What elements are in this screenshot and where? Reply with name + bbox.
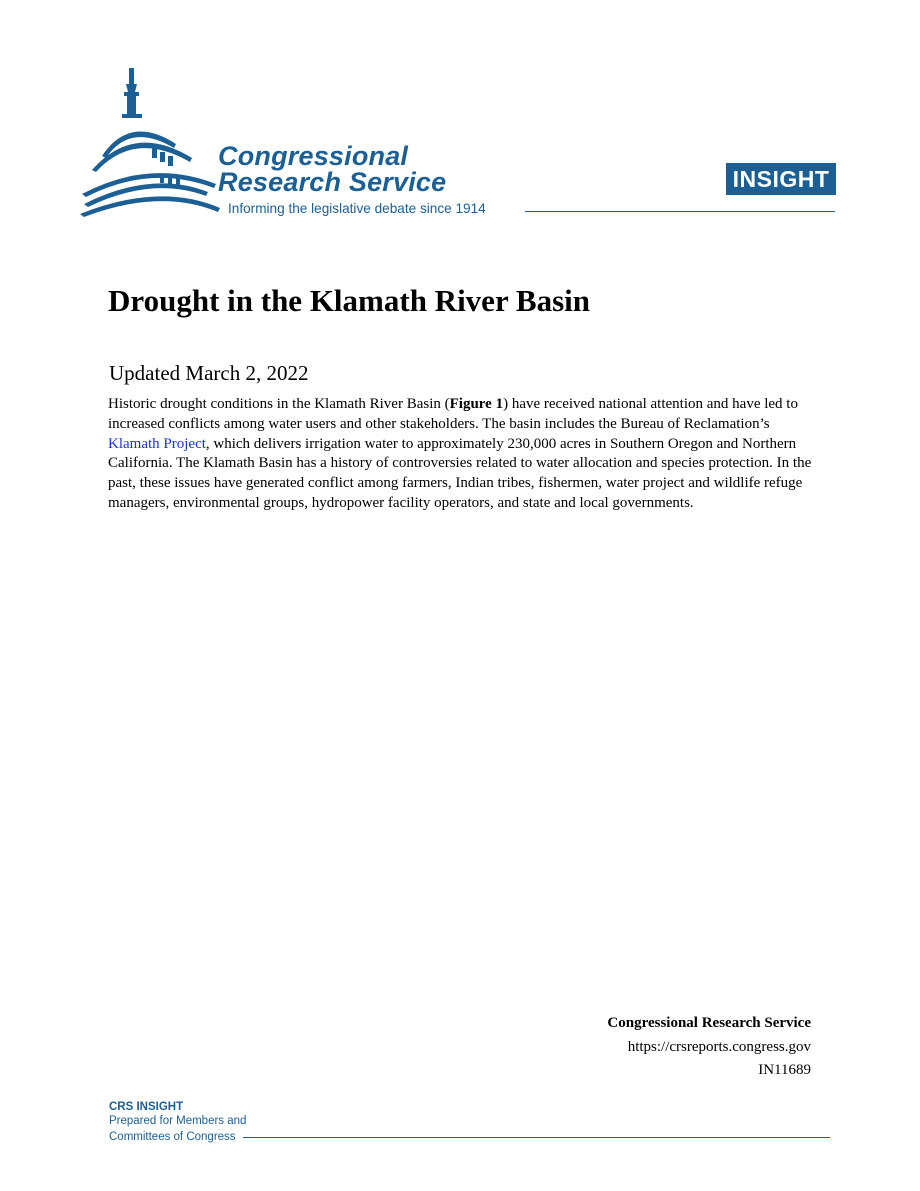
capitol-dome-icon xyxy=(80,66,230,226)
body-text-end: , which delivers irrigation water to approximately 230,000 acres in Southern Oregon and Northern California. The Klamath Basin has a history of controversies related to water allocation and species protection. In the past, these issues have generated conflict among farmers, Indian tribes, fishermen, water project and wildlife refuge managers, environmental groups, hydropower facility operators, and state and local governments. xyxy=(108,435,812,511)
figure-reference: Figure 1 xyxy=(449,396,504,412)
logo-line-2: Research Service xyxy=(218,167,447,197)
crs-insight-label: CRS INSIGHT xyxy=(109,1101,184,1113)
insight-badge: INSIGHT xyxy=(726,163,836,195)
body-paragraph xyxy=(108,395,818,514)
header-divider xyxy=(525,211,835,212)
prepared-line-1: Prepared for Members and xyxy=(109,1115,247,1127)
logo-tagline: Informing the legislative debate since 1914 xyxy=(228,201,486,216)
updated-date: Updated March 2, 2022 xyxy=(109,361,309,385)
footer-divider xyxy=(243,1137,830,1138)
page-title: Drought in the Klamath River Basin xyxy=(108,283,590,318)
footer-report-id: IN11689 xyxy=(758,1062,811,1078)
logo-line-1: Congressional xyxy=(218,141,409,171)
logo-wordmark xyxy=(218,143,446,195)
prepared-line-2: Committees of Congress xyxy=(109,1130,236,1143)
klamath-project-link[interactable]: Klamath Project xyxy=(108,435,206,452)
footer-org: Congressional Research Service xyxy=(607,1015,811,1031)
body-text-mid: ) have received national attention and have led to increased conflicts among water users and other stakeholders. The basin includes the Bureau of Reclamation’s xyxy=(108,396,798,432)
crs-logo xyxy=(80,66,540,226)
crs-insight-footer xyxy=(109,1100,246,1145)
body-text-start: Historic drought conditions in the Klamath River Basin ( xyxy=(108,396,450,412)
report-footer xyxy=(607,1012,811,1083)
footer-url: https://crsreports.congress.gov xyxy=(627,1038,811,1055)
